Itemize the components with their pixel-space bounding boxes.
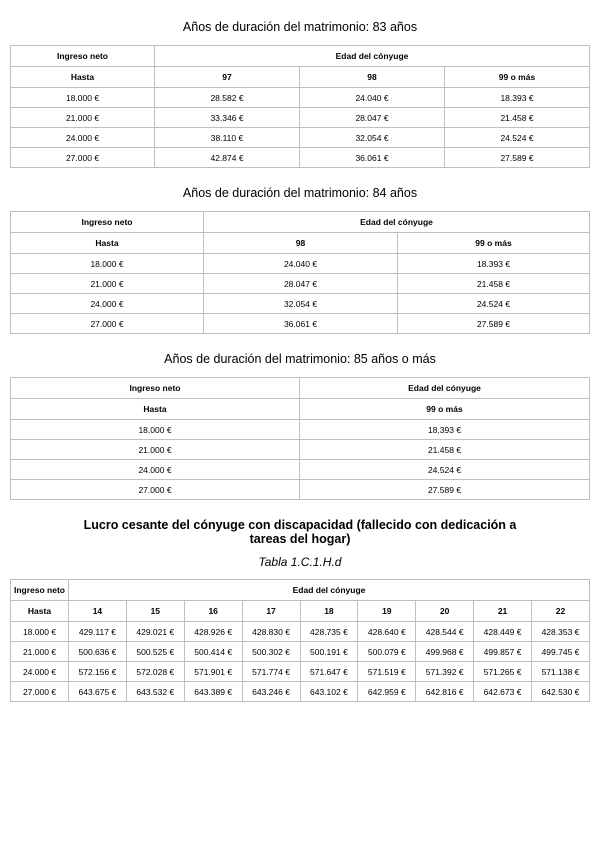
income-cell: 24.000 €	[11, 662, 69, 682]
table-row	[11, 254, 590, 274]
amount-cell: 21.458 €	[398, 274, 590, 294]
amount-cell: 499.968 €	[416, 642, 474, 662]
amount-cell: 428.926 €	[184, 622, 242, 642]
hasta-header: Hasta	[11, 601, 69, 622]
amount-cell: 500.079 €	[358, 642, 416, 662]
amount-cell: 42.874 €	[155, 148, 300, 168]
amount-cell: 571.138 €	[532, 662, 590, 682]
amount-cell: 27.589 €	[300, 480, 590, 500]
table-row	[11, 682, 590, 702]
table-subheader-row	[11, 601, 590, 622]
amount-cell: 571.647 €	[300, 662, 358, 682]
income-cell: 18.000 €	[11, 622, 69, 642]
age-header: 14	[69, 601, 127, 622]
lucro-cesante-heading: Lucro cesante del cónyuge con discapacidad (fallecido con dedicación a tareas del hogar)	[83, 518, 517, 546]
income-cell: 21.000 €	[11, 274, 204, 294]
income-cell: 18.000 €	[11, 254, 204, 274]
income-cell: 27.000 €	[11, 480, 300, 500]
table-row	[11, 622, 590, 642]
age-header: 97	[155, 67, 300, 88]
table-row	[11, 128, 590, 148]
table-header-row	[11, 212, 590, 233]
age-group-header: Edad del cónyuge	[69, 580, 590, 601]
amount-cell: 27.589 €	[445, 148, 590, 168]
amount-cell: 499.745 €	[532, 642, 590, 662]
income-cell: 24.000 €	[11, 294, 204, 314]
amount-cell: 36.061 €	[300, 148, 445, 168]
age-header: 99 o más	[300, 399, 590, 420]
hasta-header: Hasta	[11, 233, 204, 254]
age-header: 99 o más	[445, 67, 590, 88]
section-83-title: Años de duración del matrimonio: 83 años	[182, 20, 418, 34]
amount-cell: 428.830 €	[242, 622, 300, 642]
income-cell: 27.000 €	[11, 682, 69, 702]
amount-cell: 429.117 €	[69, 622, 127, 642]
amount-cell: 21.458 €	[445, 108, 590, 128]
amount-cell: 24.524 €	[398, 294, 590, 314]
amount-cell: 32.054 €	[300, 128, 445, 148]
table-row	[11, 294, 590, 314]
income-header: Ingreso neto	[11, 212, 204, 233]
income-header: Ingreso neto	[11, 46, 155, 67]
amount-cell: 643.532 €	[126, 682, 184, 702]
amount-cell: 572.156 €	[69, 662, 127, 682]
amount-cell: 428.544 €	[416, 622, 474, 642]
table-row	[11, 440, 590, 460]
amount-cell: 24.524 €	[300, 460, 590, 480]
age-header: 22	[532, 601, 590, 622]
table-row	[11, 88, 590, 108]
amount-cell: 18.393 €	[445, 88, 590, 108]
amount-cell: 28.047 €	[300, 108, 445, 128]
amount-cell: 571.774 €	[242, 662, 300, 682]
age-group-header: Edad del cónyuge	[204, 212, 590, 233]
table-subheader-row	[11, 233, 590, 254]
amount-cell: 21.458 €	[300, 440, 590, 460]
amount-cell: 24.524 €	[445, 128, 590, 148]
table-row	[11, 274, 590, 294]
table-row	[11, 108, 590, 128]
amount-cell: 18.393 €	[300, 420, 590, 440]
age-header: 20	[416, 601, 474, 622]
amount-cell: 28.047 €	[204, 274, 398, 294]
amount-cell: 642.816 €	[416, 682, 474, 702]
table-lucro-cesante	[10, 579, 590, 702]
amount-cell: 428.449 €	[474, 622, 532, 642]
section-85-title: Años de duración del matrimonio: 85 años o más	[164, 352, 436, 366]
table-83-years	[10, 45, 590, 168]
amount-cell: 428.353 €	[532, 622, 590, 642]
table-row	[11, 460, 590, 480]
amount-cell: 643.102 €	[300, 682, 358, 702]
amount-cell: 500.525 €	[126, 642, 184, 662]
amount-cell: 571.901 €	[184, 662, 242, 682]
amount-cell: 642.673 €	[474, 682, 532, 702]
amount-cell: 572.028 €	[126, 662, 184, 682]
amount-cell: 571.265 €	[474, 662, 532, 682]
amount-cell: 28.582 €	[155, 88, 300, 108]
age-header: 98	[300, 67, 445, 88]
income-cell: 21.000 €	[11, 108, 155, 128]
amount-cell: 643.246 €	[242, 682, 300, 702]
income-cell: 24.000 €	[11, 128, 155, 148]
table-header-row	[11, 378, 590, 399]
amount-cell: 38.110 €	[155, 128, 300, 148]
age-header: 98	[204, 233, 398, 254]
amount-cell: 643.389 €	[184, 682, 242, 702]
age-header: 18	[300, 601, 358, 622]
table-row	[11, 662, 590, 682]
amount-cell: 36.061 €	[204, 314, 398, 334]
table-row	[11, 480, 590, 500]
amount-cell: 428.640 €	[358, 622, 416, 642]
amount-cell: 499.857 €	[474, 642, 532, 662]
hasta-header: Hasta	[11, 399, 300, 420]
income-cell: 27.000 €	[11, 314, 204, 334]
age-group-header: Edad del cónyuge	[155, 46, 590, 67]
age-header: 17	[242, 601, 300, 622]
table-caption: Tabla 1.C.1.H.d	[258, 555, 342, 569]
table-subheader-row	[11, 399, 590, 420]
amount-cell: 642.530 €	[532, 682, 590, 702]
amount-cell: 643.675 €	[69, 682, 127, 702]
income-cell: 21.000 €	[11, 642, 69, 662]
income-cell: 21.000 €	[11, 440, 300, 460]
amount-cell: 33.346 €	[155, 108, 300, 128]
age-header: 16	[184, 601, 242, 622]
amount-cell: 571.392 €	[416, 662, 474, 682]
age-header: 21	[474, 601, 532, 622]
amount-cell: 428.735 €	[300, 622, 358, 642]
amount-cell: 27.589 €	[398, 314, 590, 334]
amount-cell: 642.959 €	[358, 682, 416, 702]
age-header: 15	[126, 601, 184, 622]
table-header-row	[11, 46, 590, 67]
table-subheader-row	[11, 67, 590, 88]
amount-cell: 571.519 €	[358, 662, 416, 682]
table-row	[11, 148, 590, 168]
income-cell: 24.000 €	[11, 460, 300, 480]
age-group-header: Edad del cónyuge	[300, 378, 590, 399]
table-row	[11, 642, 590, 662]
income-cell: 27.000 €	[11, 148, 155, 168]
amount-cell: 32.054 €	[204, 294, 398, 314]
table-85-years	[10, 377, 590, 500]
section-84-title: Años de duración del matrimonio: 84 años	[182, 186, 418, 200]
table-row	[11, 314, 590, 334]
table-header-row	[11, 580, 590, 601]
amount-cell: 500.414 €	[184, 642, 242, 662]
age-header: 19	[358, 601, 416, 622]
income-header: Ingreso neto	[11, 378, 300, 399]
amount-cell: 500.302 €	[242, 642, 300, 662]
hasta-header: Hasta	[11, 67, 155, 88]
amount-cell: 24.040 €	[204, 254, 398, 274]
income-cell: 18.000 €	[11, 420, 300, 440]
amount-cell: 429.021 €	[126, 622, 184, 642]
income-cell: 18.000 €	[11, 88, 155, 108]
income-header: Ingreso neto	[11, 580, 69, 601]
age-header: 99 o más	[398, 233, 590, 254]
amount-cell: 18.393 €	[398, 254, 590, 274]
amount-cell: 500.636 €	[69, 642, 127, 662]
table-row	[11, 420, 590, 440]
table-84-years	[10, 211, 590, 334]
amount-cell: 500.191 €	[300, 642, 358, 662]
amount-cell: 24.040 €	[300, 88, 445, 108]
